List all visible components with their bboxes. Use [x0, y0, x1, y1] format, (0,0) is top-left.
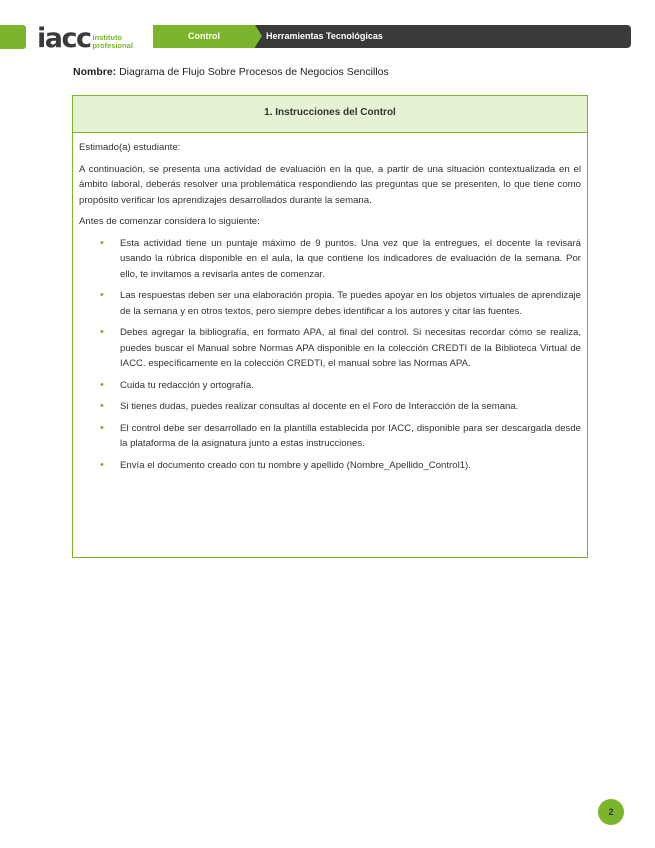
- course-title: Herramientas Tecnológicas: [266, 31, 383, 41]
- bullet-icon: •: [100, 458, 104, 471]
- section-label: Control: [153, 25, 255, 48]
- bullet-icon: •: [100, 289, 104, 301]
- list-item-text: El control debe ser desarrollado en la plantilla establecida por IACC, disponible para ser descargada desde la plataforma de la asignatura junto a estas instrucciones.: [120, 422, 581, 449]
- bullet-icon: •: [100, 326, 104, 338]
- logo-subtitle-line-2: profesional: [92, 40, 133, 50]
- list-item: [100, 325, 581, 372]
- section-arrow: [255, 25, 262, 47]
- greeting: Estimado(a) estudiante:: [79, 142, 181, 153]
- bullet-icon: •: [100, 378, 104, 391]
- list-item: [100, 421, 581, 452]
- iacc-logo: [37, 22, 133, 52]
- instructions-body: [73, 133, 587, 473]
- list-item: [100, 378, 581, 394]
- list-item-text: Cuida tu redacción y ortografía.: [120, 379, 254, 391]
- document-name-value: Diagrama de Flujo Sobre Procesos de Negocios Sencillos: [116, 66, 389, 78]
- before-starting: Antes de comenzar considera lo siguiente:: [79, 216, 260, 227]
- logo-subtitle-line-1: instituto: [92, 33, 123, 42]
- instructions-list: [79, 236, 581, 474]
- list-item: [100, 288, 581, 319]
- list-item-text: Debes agregar la bibliografía, en formato APA, al final del control. Si necesitas recordar cómo se realiza, puedes buscar el Manual sobre Normas APA disponible en la colección CREDTI de la Biblioteca Virtual de IACC. específicamente en la colección CREDTI, el manual sobre las Normas APA.: [120, 327, 581, 369]
- document-name-label: Nombre:: [73, 66, 117, 78]
- left-accent-tab: [0, 25, 26, 49]
- list-item-text: Las respuestas deben ser una elaboración propia. Te puedes apoyar en los objetos virtuales de aprendizaje de la semana y en otros textos, pero siempre debes identificar a los autores y citar las fuentes.: [120, 290, 581, 317]
- bullet-icon: •: [100, 400, 104, 412]
- logo-wordmark: iacc: [37, 23, 91, 54]
- list-item-text: Esta actividad tiene un puntaje máximo de 9 puntos. Una vez que la entregues, el docente la revisará usando la rúbrica disponible en el aula, la que contiene los indicadores de evaluación de la semana. Por ello, te invitamos a revisarla antes de comenzar.: [120, 237, 581, 280]
- document-name: [73, 66, 389, 78]
- list-item-text: Envía el documento creado con tu nombre y apellido (Nombre_Apellido_Control1).: [120, 459, 471, 471]
- page-number-badge: 2: [598, 799, 624, 825]
- logo-subtitle: [92, 34, 132, 49]
- list-item: [100, 236, 581, 283]
- intro-paragraph: A continuación, se presenta una actividad de evaluación en la que, a partir de una situación contextualizada en el ámbito laboral, deberás resolver una problemática respondiendo las preguntas que se presenten, lo que tiene como propósito verificar los aprendizajes desarrollados durante la semana.: [79, 163, 581, 206]
- list-item: [100, 458, 581, 474]
- list-item: [100, 399, 581, 415]
- list-item-text: Si tienes dudas, puedes realizar consultas al docente en el Foro de Interacción de la semana.: [120, 401, 519, 412]
- instructions-box: [72, 95, 588, 558]
- bullet-icon: •: [100, 421, 104, 434]
- instructions-title: 1. Instrucciones del Control: [73, 96, 587, 133]
- bullet-icon: •: [100, 236, 104, 249]
